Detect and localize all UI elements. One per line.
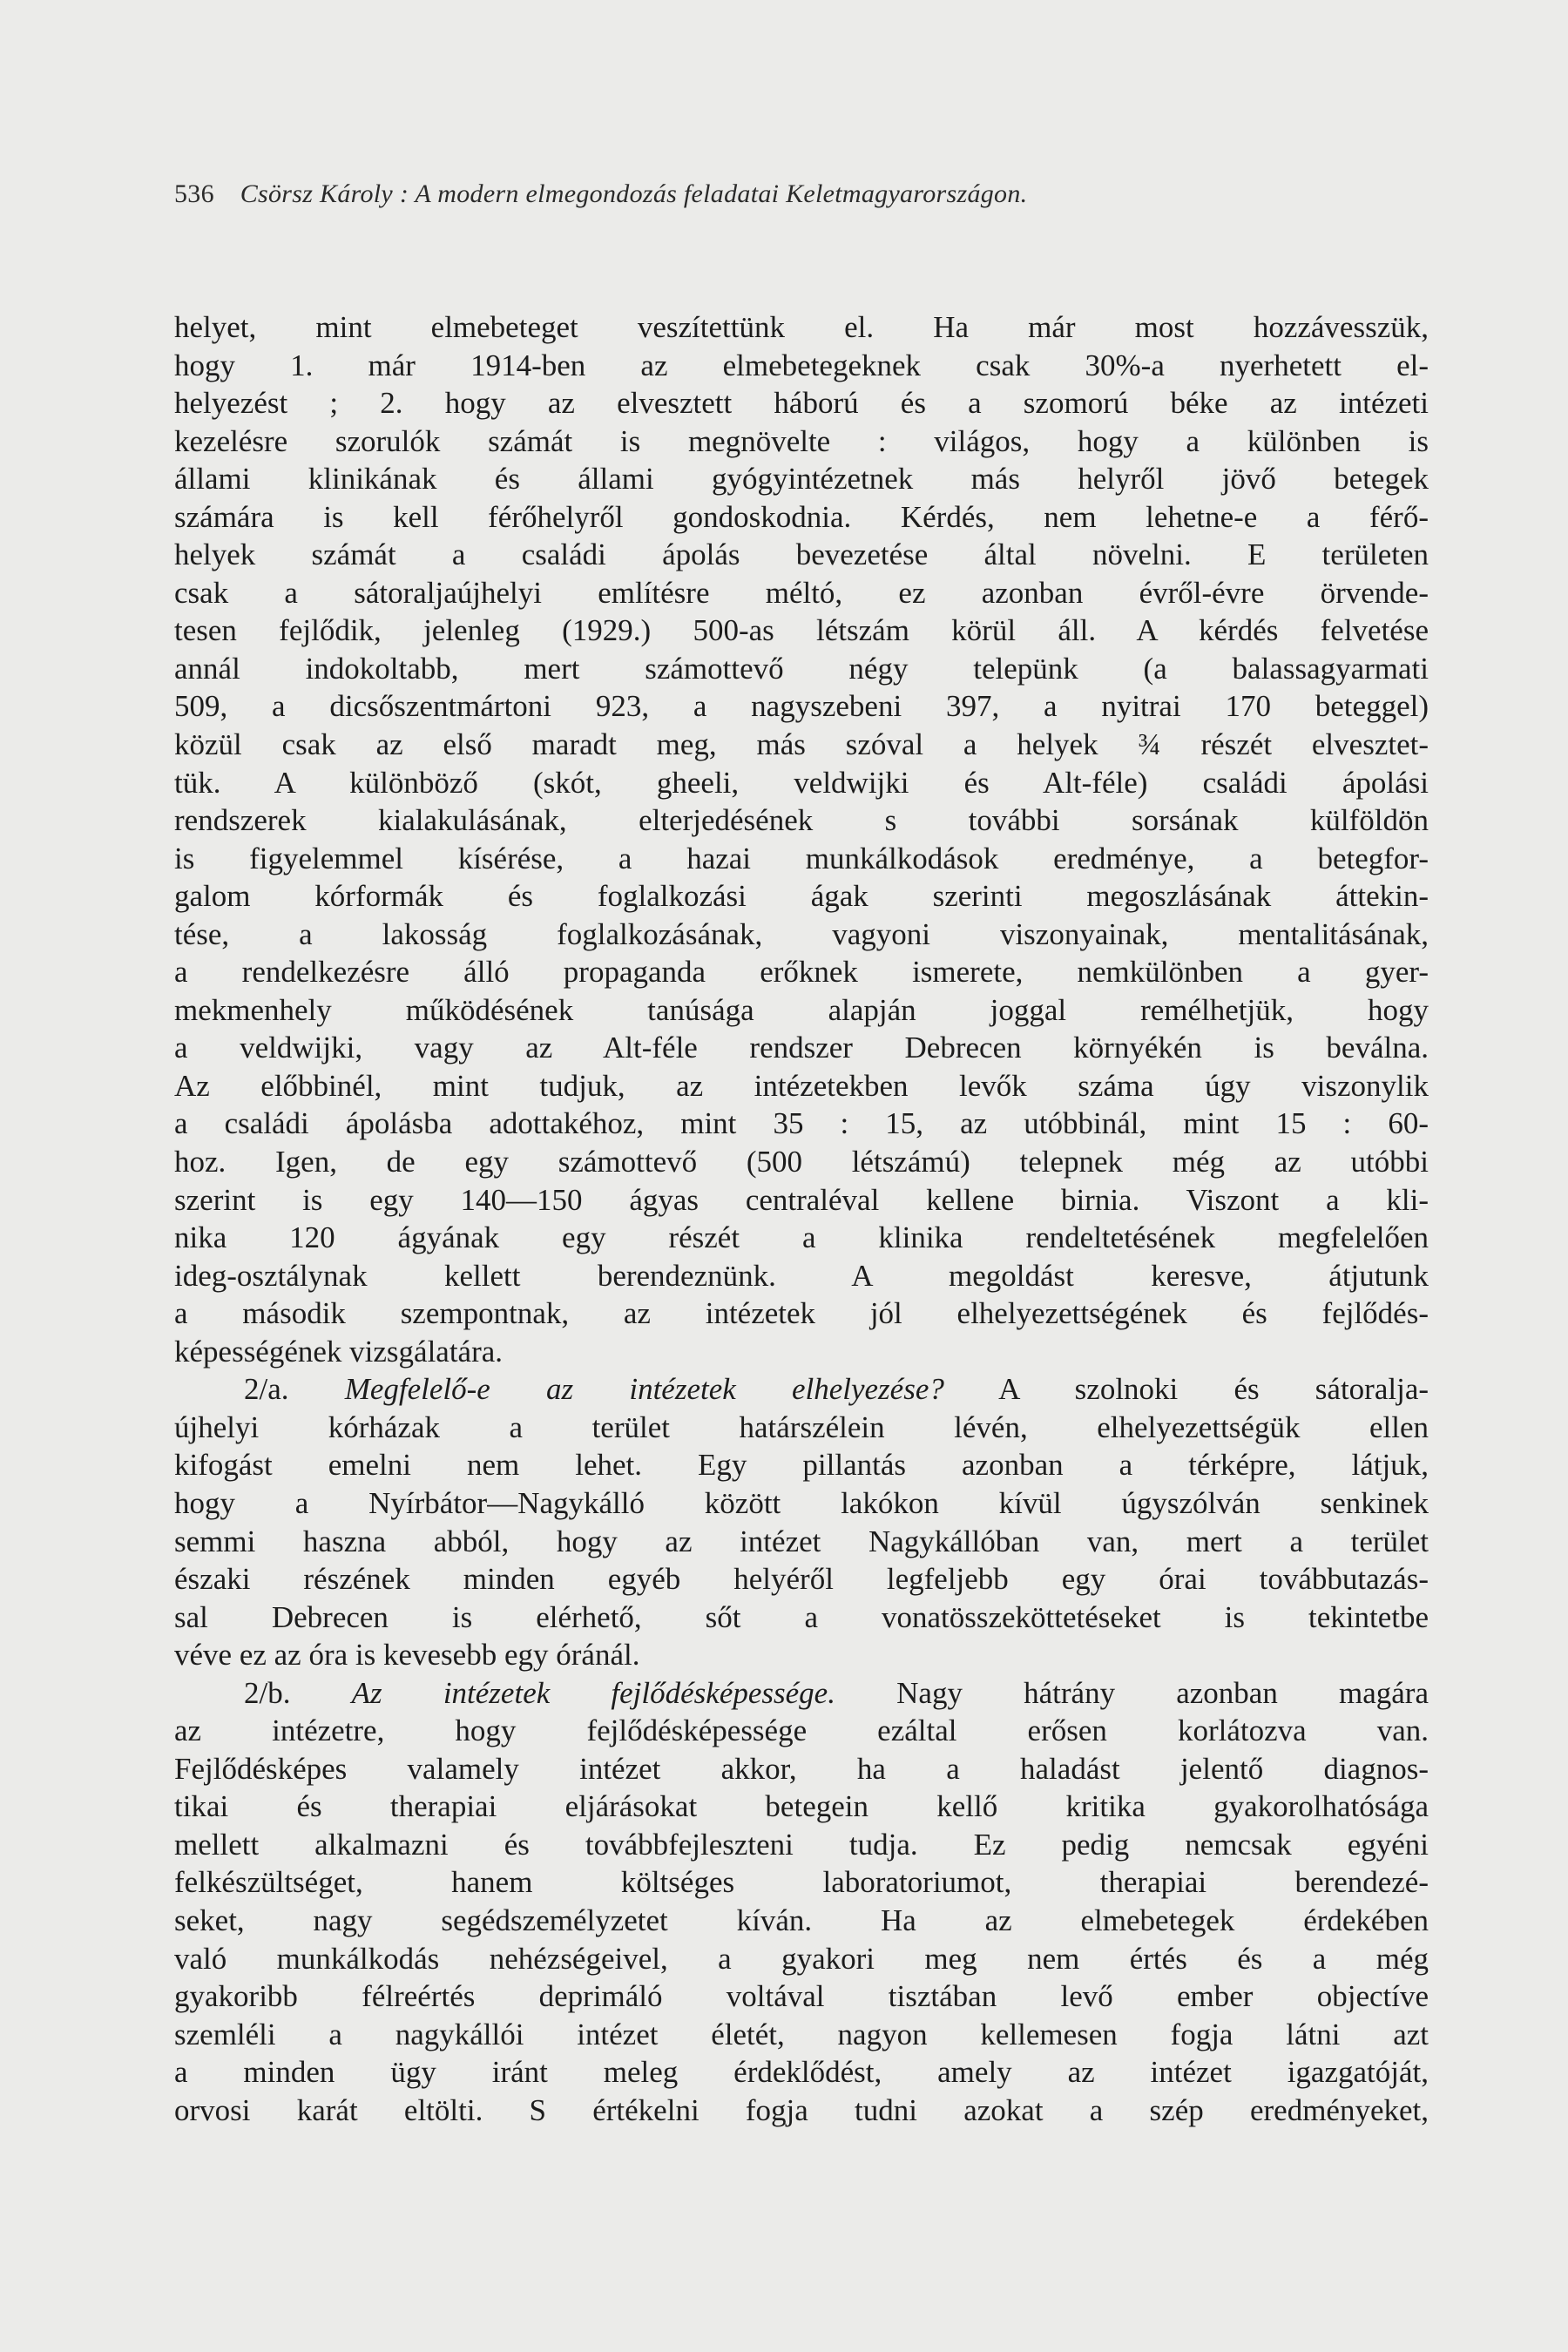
section-b-first-line: [174, 1674, 1429, 1713]
text-line: helyek számát a családi ápolás bevezetése által növelni. E területen: [174, 537, 1429, 572]
text-line: helyet, mint elmebeteget veszítettünk el. Ha már most hozzávesszük,: [174, 310, 1429, 344]
text-line: gyakoribb félreértés deprimáló voltával tisztában levő ember objectíve: [174, 1979, 1429, 2014]
text-line: állami klinikának és állami gyógyintézetnek más helyről jövő betegek: [174, 462, 1429, 497]
text-line: számára is kell férőhelyről gondoskodnia. Kérdés, nem lehetne-e a férő-: [174, 499, 1429, 534]
text-line: orvosi karát eltölti. S értékelni fogja tudni azokat a szép eredményeket,: [174, 2092, 1429, 2127]
text-line: 509, a dicsőszentmártoni 923, a nagyszebeni 397, a nyitrai 170 beteggel): [174, 689, 1429, 724]
text-line: kifogást emelni nem lehet. Egy pillantás azonban a térképre, látjuk,: [174, 1448, 1429, 1483]
running-title: Csörsz Károly : A modern elmegondozás feladatai Keletmagyarországon.: [240, 179, 1028, 208]
text-line: nika 120 ágyának egy részét a klinika rendeltetésének megfelelően: [174, 1220, 1429, 1255]
text-line: sal Debrecen is elérhető, sőt a vonatösszeköttetéseket is tekintetbe: [174, 1599, 1429, 1634]
section-a-heading: Megfelelő-e az intézetek elhelyezése?: [344, 1372, 944, 1407]
section-a-first-line-text: A szolnoki és sátoralja-: [998, 1372, 1429, 1407]
running-header: [174, 179, 1027, 209]
text-line: kezelésre szorulók számát is megnövelte : világos, hogy a különben is: [174, 423, 1429, 458]
text-line: Az előbbinél, mint tudjuk, az intézetekben levők száma úgy viszonylik: [174, 1068, 1429, 1103]
text-line: északi részének minden egyéb helyéről legfeljebb egy órai továbbutazás-: [174, 1562, 1429, 1597]
text-line: galom kórformák és foglalkozási ágak szerinti megoszlásának áttekin-: [174, 879, 1429, 914]
text-line: semmi haszna abból, hogy az intézet Nagykállóban van, mert a terület: [174, 1524, 1429, 1558]
text-line: a minden ügy iránt meleg érdeklődést, amely az intézet igazgatóját,: [174, 2055, 1429, 2090]
section-b-heading: Az intézetek fejlődésképessége.: [351, 1675, 835, 1710]
text-line: tése, a lakosság foglalkozásának, vagyoni viszonyainak, mentalitásának,: [174, 916, 1429, 951]
text-line: hogy 1. már 1914-ben az elmebetegeknek csak 30%-a nyerhetett el-: [174, 348, 1429, 382]
text-line: seket, nagy segédszemélyzetet kíván. Ha az elmebetegek érdekében: [174, 1903, 1429, 1937]
text-line: a családi ápolásba adottakéhoz, mint 35 : 15, az utóbbinál, mint 15 : 60-: [174, 1106, 1429, 1141]
text-line: szerint is egy 140—150 ágyas centraléval kellene birnia. Viszont a kli-: [174, 1182, 1429, 1217]
text-line: mellett alkalmazni és továbbfejleszteni tudja. Ez pedig nemcsak egyéni: [174, 1827, 1429, 1862]
text-line: a rendelkezésre álló propaganda erőknek ismerete, nemkülönben a gyer-: [174, 955, 1429, 990]
text-line: ideg-osztálynak kellett berendeznünk. A megoldást keresve, átjutunk: [174, 1258, 1429, 1293]
body-text: [174, 308, 1429, 2129]
page-number: 536: [174, 179, 214, 208]
text-line: csak a sátoraljaújhelyi említésre méltó, ez azonban évről-évre örvende-: [174, 575, 1429, 610]
paragraph-section-b: [174, 1712, 1429, 2129]
text-line: szemléli a nagykállói intézet életét, nagyon kellemesen fogja látni azt: [174, 2017, 1429, 2051]
paragraph-section-a: [174, 1409, 1429, 1674]
section-a-first-line: [174, 1370, 1429, 1409]
text-line: közül csak az első maradt meg, más szóval a helyek ¾ részét elvesztet-: [174, 727, 1429, 762]
text-line: is figyelemmel kísérése, a hazai munkálkodások eredménye, a betegfor-: [174, 841, 1429, 875]
paragraph-intro: [174, 308, 1429, 1370]
text-line: rendszerek kialakulásának, elterjedésének s további sorsának külföldön: [174, 803, 1429, 838]
text-line: mekmenhely működésének tanúsága alapján joggal remélhetjük, hogy: [174, 992, 1429, 1027]
text-line: újhelyi kórházak a terület határszélein lévén, elhelyezettségük ellen: [174, 1409, 1429, 1444]
section-b-label: 2/b.: [244, 1675, 291, 1710]
text-line: való munkálkodás nehézségeivel, a gyakori meg nem értés és a még: [174, 1941, 1429, 1976]
text-line: a veldwijki, vagy az Alt-féle rendszer Debrecen környékén is beválna.: [174, 1031, 1429, 1065]
text-line: hoz. Igen, de egy számottevő (500 létszámú) telepnek még az utóbbi: [174, 1145, 1429, 1179]
section-b-first-line-text: Nagy hátrány azonban magára: [896, 1675, 1429, 1710]
text-line: a második szempontnak, az intézetek jól elhelyezettségének és fejlődés-: [174, 1296, 1429, 1331]
text-line: tikai és therapiai eljárásokat betegein kellő kritika gyakorolhatósága: [174, 1789, 1429, 1824]
text-line: az intézetre, hogy fejlődésképessége ezáltal erősen korlátozva van.: [174, 1713, 1429, 1748]
text-line: véve ez az óra is kevesebb egy óránál.: [174, 1638, 640, 1673]
text-line: tesen fejlődik, jelenleg (1929.) 500-as létszám körül áll. A kérdés felvetése: [174, 613, 1429, 648]
text-line: annál indokoltabb, mert számottevő négy telepünk (a balassagyarmati: [174, 651, 1429, 686]
text-line: hogy a Nyírbátor—Nagykálló között lakókon kívül úgyszólván senkinek: [174, 1485, 1429, 1520]
text-line: felkészültséget, hanem költséges laboratoriumot, therapiai berendezé-: [174, 1865, 1429, 1900]
section-a-label: 2/a.: [244, 1372, 289, 1407]
text-line: képességének vizsgálatára.: [174, 1334, 504, 1369]
text-line: helyezést ; 2. hogy az elvesztett háború és a szomorú béke az intézeti: [174, 386, 1429, 421]
text-line: tük. A különböző (skót, gheeli, veldwijki és Alt-féle) családi ápolási: [174, 765, 1429, 800]
text-line: Fejlődésképes valamely intézet akkor, ha a haladást jelentő diagnos-: [174, 1751, 1429, 1786]
